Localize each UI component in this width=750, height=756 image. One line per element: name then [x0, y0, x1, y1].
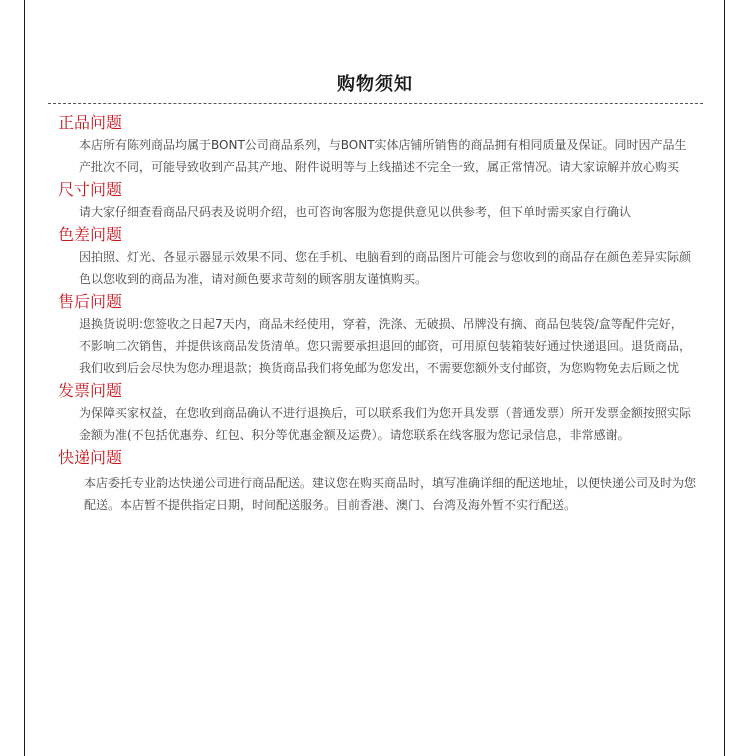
section-body-size: 请大家仔细查看商品尺码表及说明介绍，也可咨询客服为您提供意见以供参考，但下单时需买家自行确认 — [79, 205, 632, 219]
section-after-sales — [58, 291, 698, 379]
section-heading-after-sales: 售后问题 — [58, 292, 123, 311]
page-title: 购物须知 — [337, 74, 413, 96]
section-color-difference — [58, 224, 698, 290]
section-invoice — [58, 380, 698, 446]
section-body-authenticity: 本店所有陈列商品均属于BONT公司商品系列，与BONT实体店铺所销售的商品拥有相同质量及保证。同时因产品生产批次不同，可能导致收到产品其产地、附件说明等与上线描述不完全一致，属正常情况。请大家谅解并放心购买 — [79, 138, 687, 174]
section-heading-size: 尺寸问题 — [58, 180, 123, 199]
section-heading-delivery: 快递问题 — [58, 448, 123, 467]
section-body-color-difference: 因拍照、灯光、各显示器显示效果不同、您在手机、电脑看到的商品图片可能会与您收到的商品存在颜色差异实际颜色以您收到的商品为准，请对颜色要求苛刻的顾客朋友谨慎购买。 — [79, 250, 692, 286]
left-border-line — [24, 0, 25, 756]
section-heading-authenticity: 正品问题 — [58, 113, 123, 132]
section-heading-invoice: 发票问题 — [58, 381, 123, 400]
dashed-divider — [48, 103, 703, 104]
section-body-delivery: 本店委托专业韵达快递公司进行商品配送。建议您在购买商品时，填写准确详细的配送地址，以便快递公司及时为您配送。本店暂不提供指定日期，时间配送服务。目前香港、澳门、台湾及海外暂不实行配送。 — [84, 476, 697, 512]
section-heading-color-difference: 色差问题 — [58, 225, 123, 244]
shopping-notice-content — [58, 112, 698, 517]
section-authenticity — [58, 112, 698, 178]
section-delivery — [58, 447, 698, 516]
section-body-after-sales: 退换货说明:您签收之日起7天内，商品未经使用，穿着，洗涤、无破损、吊牌没有摘、商品包装袋/盒等配件完好，不影响二次销售，并提供该商品发货清单。您只需要承担退回的邮资，可用原包装箱装好通过快递退回。退货商品，我们收到后会尽快为您办理退款；换货商品我们将免邮为您发出，不需要您额外支付邮资，为您购物免去后顾之忧 — [79, 317, 692, 375]
section-body-invoice: 为保障买家权益，在您收到商品确认不进行退换后，可以联系我们为您开具发票（普通发票）所开发票金额按照实际金额为准(不包括优惠券、红包、积分等优惠金额及运费）。请您联系在线客服为您记录信息，非常感谢。 — [79, 406, 692, 442]
section-size — [58, 179, 698, 223]
right-border-line — [724, 0, 725, 756]
